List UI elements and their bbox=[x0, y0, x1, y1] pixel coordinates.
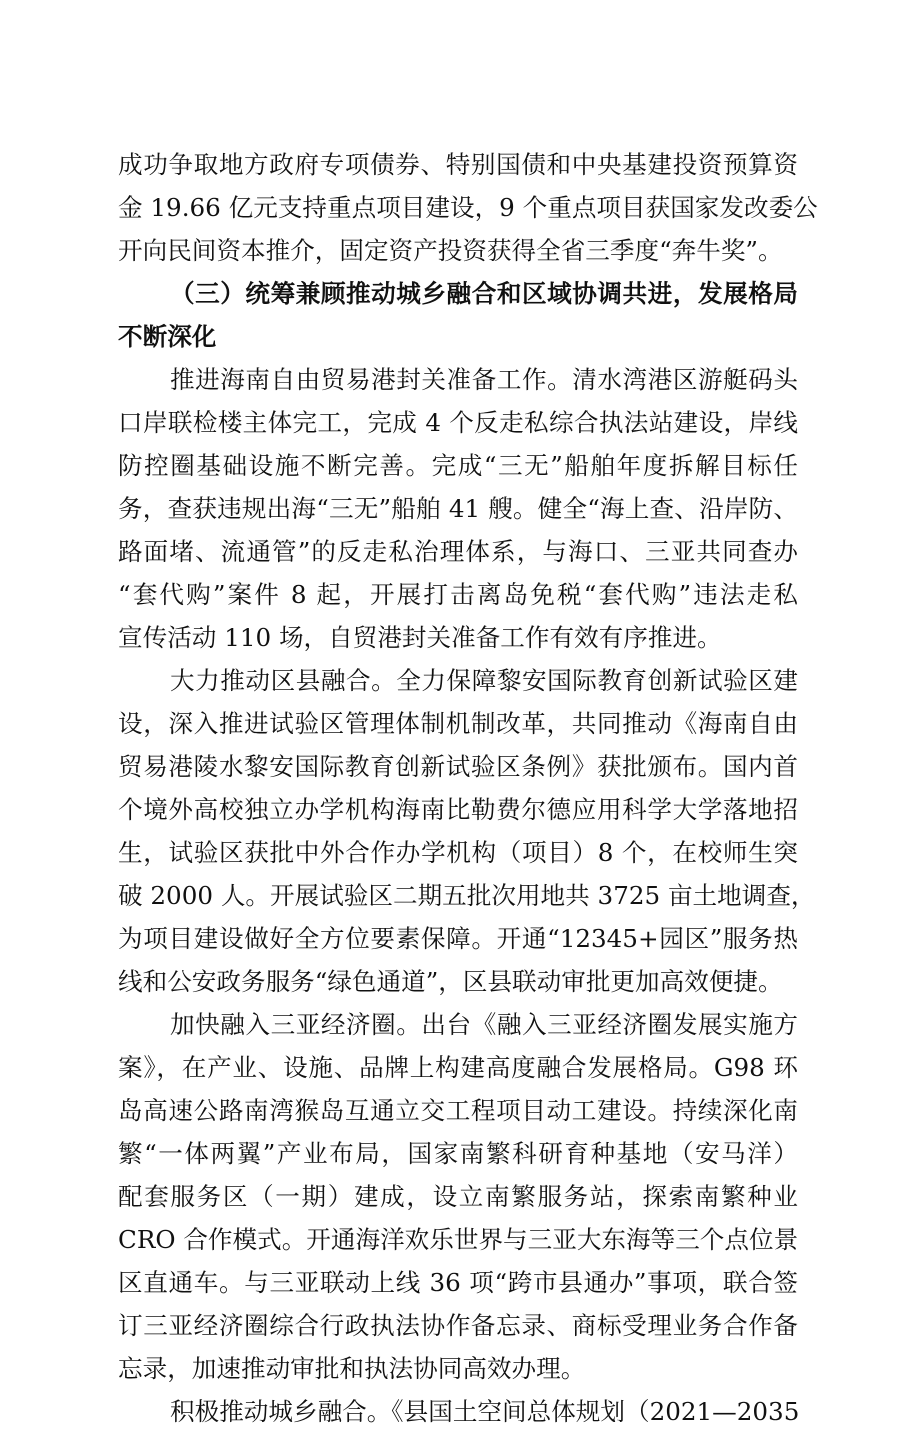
paragraph-line: 线和公安政务服务“绿色通道”，区县联动审批更加高效便捷。 bbox=[118, 967, 783, 996]
paragraph-line: 设，深入推进试验区管理体制机制改革，共同推动《海南自由 bbox=[118, 709, 798, 738]
paragraph-line: 繁“一体两翼”产业布局，国家南繁科研育种基地（安马洋） bbox=[118, 1139, 798, 1168]
paragraph-line: 口岸联检楼主体完工，完成 4 个反走私综合执法站建设，岸线 bbox=[118, 408, 798, 437]
paragraph-line: 忘录，加速推动审批和执法协同高效办理。 bbox=[118, 1354, 586, 1383]
paragraph-line: “套代购”案件 8 起，开展打击离岛免税“套代购”违法走私 bbox=[118, 580, 798, 609]
paragraph-line: 个境外高校独立办学机构海南比勒费尔德应用科学大学落地招 bbox=[118, 795, 798, 824]
paragraph-line: 配套服务区（一期）建成，设立南繁服务站，探索南繁种业 bbox=[118, 1182, 798, 1211]
paragraph-line: 订三亚经济圈综合行政执法协作备忘录、商标受理业务合作备 bbox=[118, 1311, 798, 1340]
document-body bbox=[118, 143, 818, 1433]
paragraph-line: CRO 合作模式。开通海洋欢乐世界与三亚大东海等三个点位景 bbox=[118, 1225, 799, 1254]
paragraph-line: 贸易港陵水黎安国际教育创新试验区条例》获批颁布。国内首 bbox=[118, 752, 798, 781]
paragraph-line: 破 2000 人。开展试验区二期五批次用地共 3725 亩土地调查， bbox=[118, 881, 816, 910]
paragraph-line: 加快融入三亚经济圈。出台《融入三亚经济圈发展实施方 bbox=[170, 1010, 798, 1039]
paragraph-line: 宣传活动 110 场，自贸港封关准备工作有效有序推进。 bbox=[118, 623, 722, 652]
paragraph-line: 岛高速公路南湾猴岛互通立交工程项目动工建设。持续深化南 bbox=[118, 1096, 798, 1125]
paragraph-line: 务，查获违规出海“三无”船舶 41 艘。健全“海上查、沿岸防、 bbox=[118, 494, 798, 523]
paragraph-line: 路面堵、流通管”的反走私治理体系，与海口、三亚共同查办 bbox=[118, 537, 798, 566]
paragraph-line: 积极推动城乡融合。《县国土空间总体规划（2021—2035 bbox=[170, 1397, 800, 1426]
paragraph-line: 为项目建设做好全方位要素保障。开通“12345+园区”服务热 bbox=[118, 924, 798, 953]
paragraph-line: 开向民间资本推介，固定资产投资获得全省三季度“奔牛奖”。 bbox=[118, 236, 783, 265]
paragraph-line: 防控圈基础设施不断完善。完成“三无”船舶年度拆解目标任 bbox=[118, 451, 798, 480]
section-heading-line: （三）统筹兼顾推动城乡融合和区域协调共进，发展格局 bbox=[170, 279, 798, 308]
paragraph-line: 生，试验区获批中外合作办学机构（项目）8 个，在校师生突 bbox=[118, 838, 798, 867]
section-heading-line: 不断深化 bbox=[118, 322, 217, 351]
paragraph-line: 大力推动区县融合。全力保障黎安国际教育创新试验区建 bbox=[170, 666, 798, 695]
paragraph-line: 推进海南自由贸易港封关准备工作。清水湾港区游艇码头 bbox=[170, 365, 798, 394]
paragraph-line: 区直通车。与三亚联动上线 36 项“跨市县通办”事项，联合签 bbox=[118, 1268, 798, 1297]
paragraph-line: 成功争取地方政府专项债券、特别国债和中央基建投资预算资 bbox=[118, 150, 798, 179]
paragraph-line: 案》，在产业、设施、品牌上构建高度融合发展格局。G98 环 bbox=[118, 1053, 798, 1082]
paragraph-line: 金 19.66 亿元支持重点项目建设，9 个重点项目获国家发改委公 bbox=[118, 193, 818, 222]
